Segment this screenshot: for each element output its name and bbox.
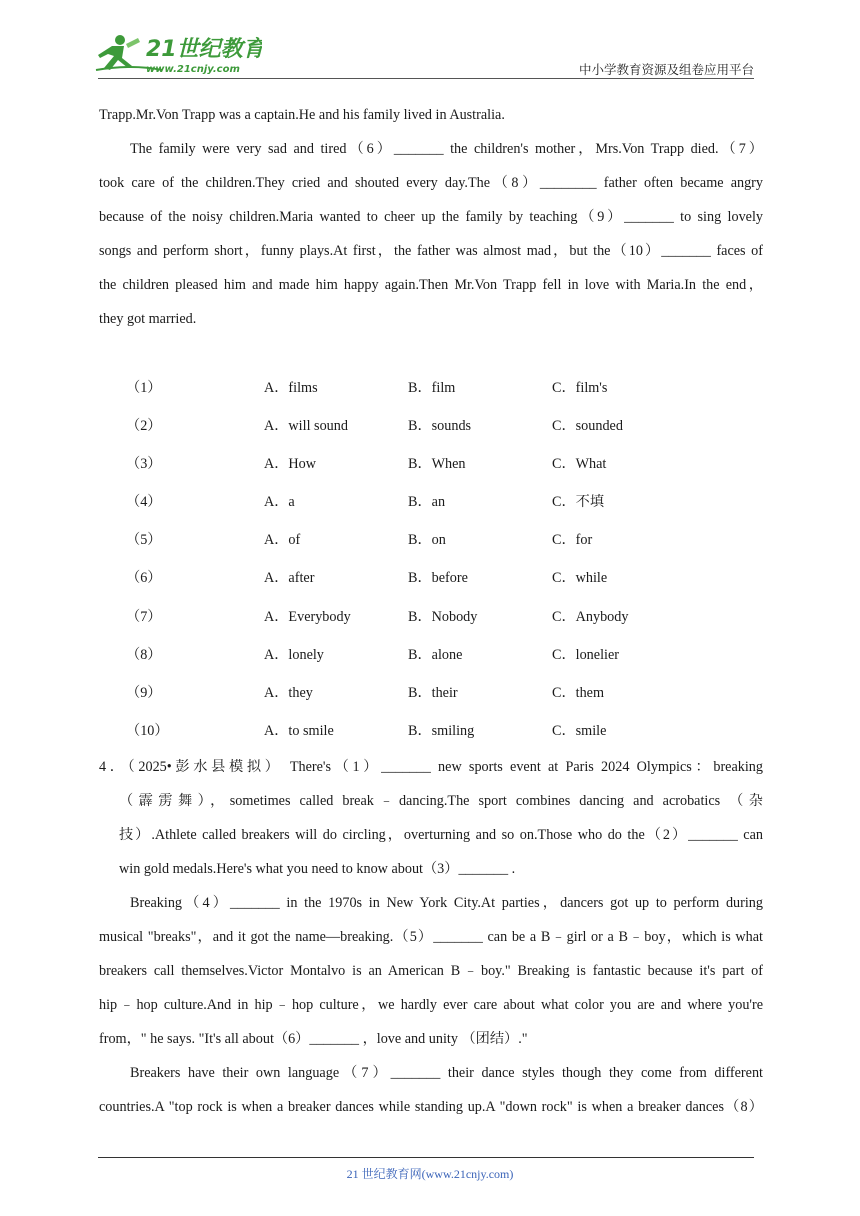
option-a: A．after [264, 570, 315, 586]
option-b: B．film [408, 380, 456, 396]
question-number: （8） [126, 647, 162, 663]
option-a: A．will sound [264, 418, 348, 434]
passage-line: the children pleased him and made him happy again.Then Mr.Von Trapp fell in love with Maria.In the end， [99, 277, 763, 293]
option-b: B．sounds [408, 418, 472, 434]
option-c: C．film's [552, 380, 608, 396]
option-c: C．for [552, 532, 593, 548]
question-number: （1） [126, 380, 162, 396]
option-c: C．while [552, 570, 608, 586]
option-b: B．their [408, 685, 458, 701]
header-slogan: 中小学教育资源及组卷应用平台 [578, 62, 754, 77]
passage-line: took care of the children.They cried and shouted every day.The（8）________ father often became angry [99, 175, 763, 191]
logo-url-text: www.21cnjy.com [146, 64, 240, 75]
option-b: B．Nobody [408, 609, 478, 625]
question-4-line: win gold medals.Here's what you need to know about（3）_______ . [119, 861, 516, 877]
question-number: （6） [126, 570, 162, 586]
question-4-line: musical "breaks"，and it got the name—breaking.（5）_______ can be a B﹣girl or a B﹣boy，which is what [99, 929, 763, 945]
option-a: A．How [264, 456, 317, 472]
option-b: B．smiling [408, 723, 475, 739]
passage-line: because of the noisy children.Maria wanted to cheer up the family by teaching（9）_______ to sing lovely [99, 209, 763, 225]
option-b: B．an [408, 494, 446, 510]
option-c: C．sounded [552, 418, 623, 434]
question-number: （9） [126, 685, 162, 701]
option-a: A．Everybody [264, 609, 351, 625]
option-a: A．they [264, 685, 313, 701]
question-4-line: Breaking（4）_______ in the 1970s in New York City.At parties，dancers got up to perform during [130, 895, 763, 911]
site-logo [92, 30, 262, 78]
passage-line: songs and perform short，funny plays.At first，the father was almost mad，but the（10）_______ faces of [99, 243, 763, 259]
question-4-line: breakers call themselves.Victor Montalvo is an American B﹣boy." Breaking is fantastic because it's part of [99, 963, 763, 979]
question-4 [99, 750, 763, 1124]
option-c: C．them [552, 685, 605, 701]
footer-link[interactable]: 21 世纪教育网(www.21cnjy.com) [346, 1167, 514, 1181]
question-4-line: 技）.Athlete called breakers will do circling，overturning and so on.Those who do the（2）_______ can [119, 827, 763, 843]
runner-logo-icon [92, 30, 262, 78]
question-4-line: countries.A "top rock is when a breaker dances while standing up.A "down rock" is when a breaker dances（8） [99, 1099, 763, 1115]
option-b: B．When [408, 456, 466, 472]
option-a: A．lonely [264, 647, 324, 663]
question-4-line: （霹雳舞），sometimes called break﹣dancing.The sport combines dancing and acrobatics （杂 [119, 793, 763, 809]
option-b: B．alone [408, 647, 463, 663]
question-number: （3） [126, 456, 162, 472]
question-number: （2） [126, 418, 162, 434]
footer-divider [98, 1157, 754, 1158]
question-number: （7） [126, 609, 162, 625]
passage-3 [99, 98, 763, 336]
header-divider [98, 78, 754, 79]
option-a: A．films [264, 380, 318, 396]
question-number: （5） [126, 532, 162, 548]
question-number: （4） [126, 494, 162, 510]
passage-line: they got married. [99, 311, 197, 327]
question-4-line: hip﹣hop culture.And in hip﹣hop culture，we hardly ever care about what color you are and where you're [99, 997, 763, 1013]
option-c: C．smile [552, 723, 607, 739]
passage-line: The family were very sad and tired（6）_______ the children's mother，Mrs.Von Trapp died.（7） [130, 141, 763, 157]
option-a: A．a [264, 494, 295, 510]
question-number: （10） [126, 723, 169, 739]
option-c: C．Anybody [552, 609, 629, 625]
question-4-line: from，" he says. "It's all about（6）_______ ，love and unity （团结）." [99, 1031, 528, 1047]
option-c: C．What [552, 456, 607, 472]
option-c: C．lonelier [552, 647, 619, 663]
option-b: B．before [408, 570, 468, 586]
question-4-line: Breakers have their own language（7）_______ their dance styles though they come from different [130, 1065, 763, 1081]
question-4-line: 4．（2025•彭水县模拟） There's（1）_______ new sports event at Paris 2024 Olympics：breaking [99, 759, 763, 775]
option-b: B．on [408, 532, 446, 548]
option-a: A．to smile [264, 723, 334, 739]
option-c: C．不填 [552, 494, 605, 510]
logo-main-text: 21世纪教育 [146, 37, 262, 62]
option-a: A．of [264, 532, 301, 548]
passage-line: Trapp.Mr.Von Trapp was a captain.He and his family lived in Australia. [99, 107, 505, 123]
